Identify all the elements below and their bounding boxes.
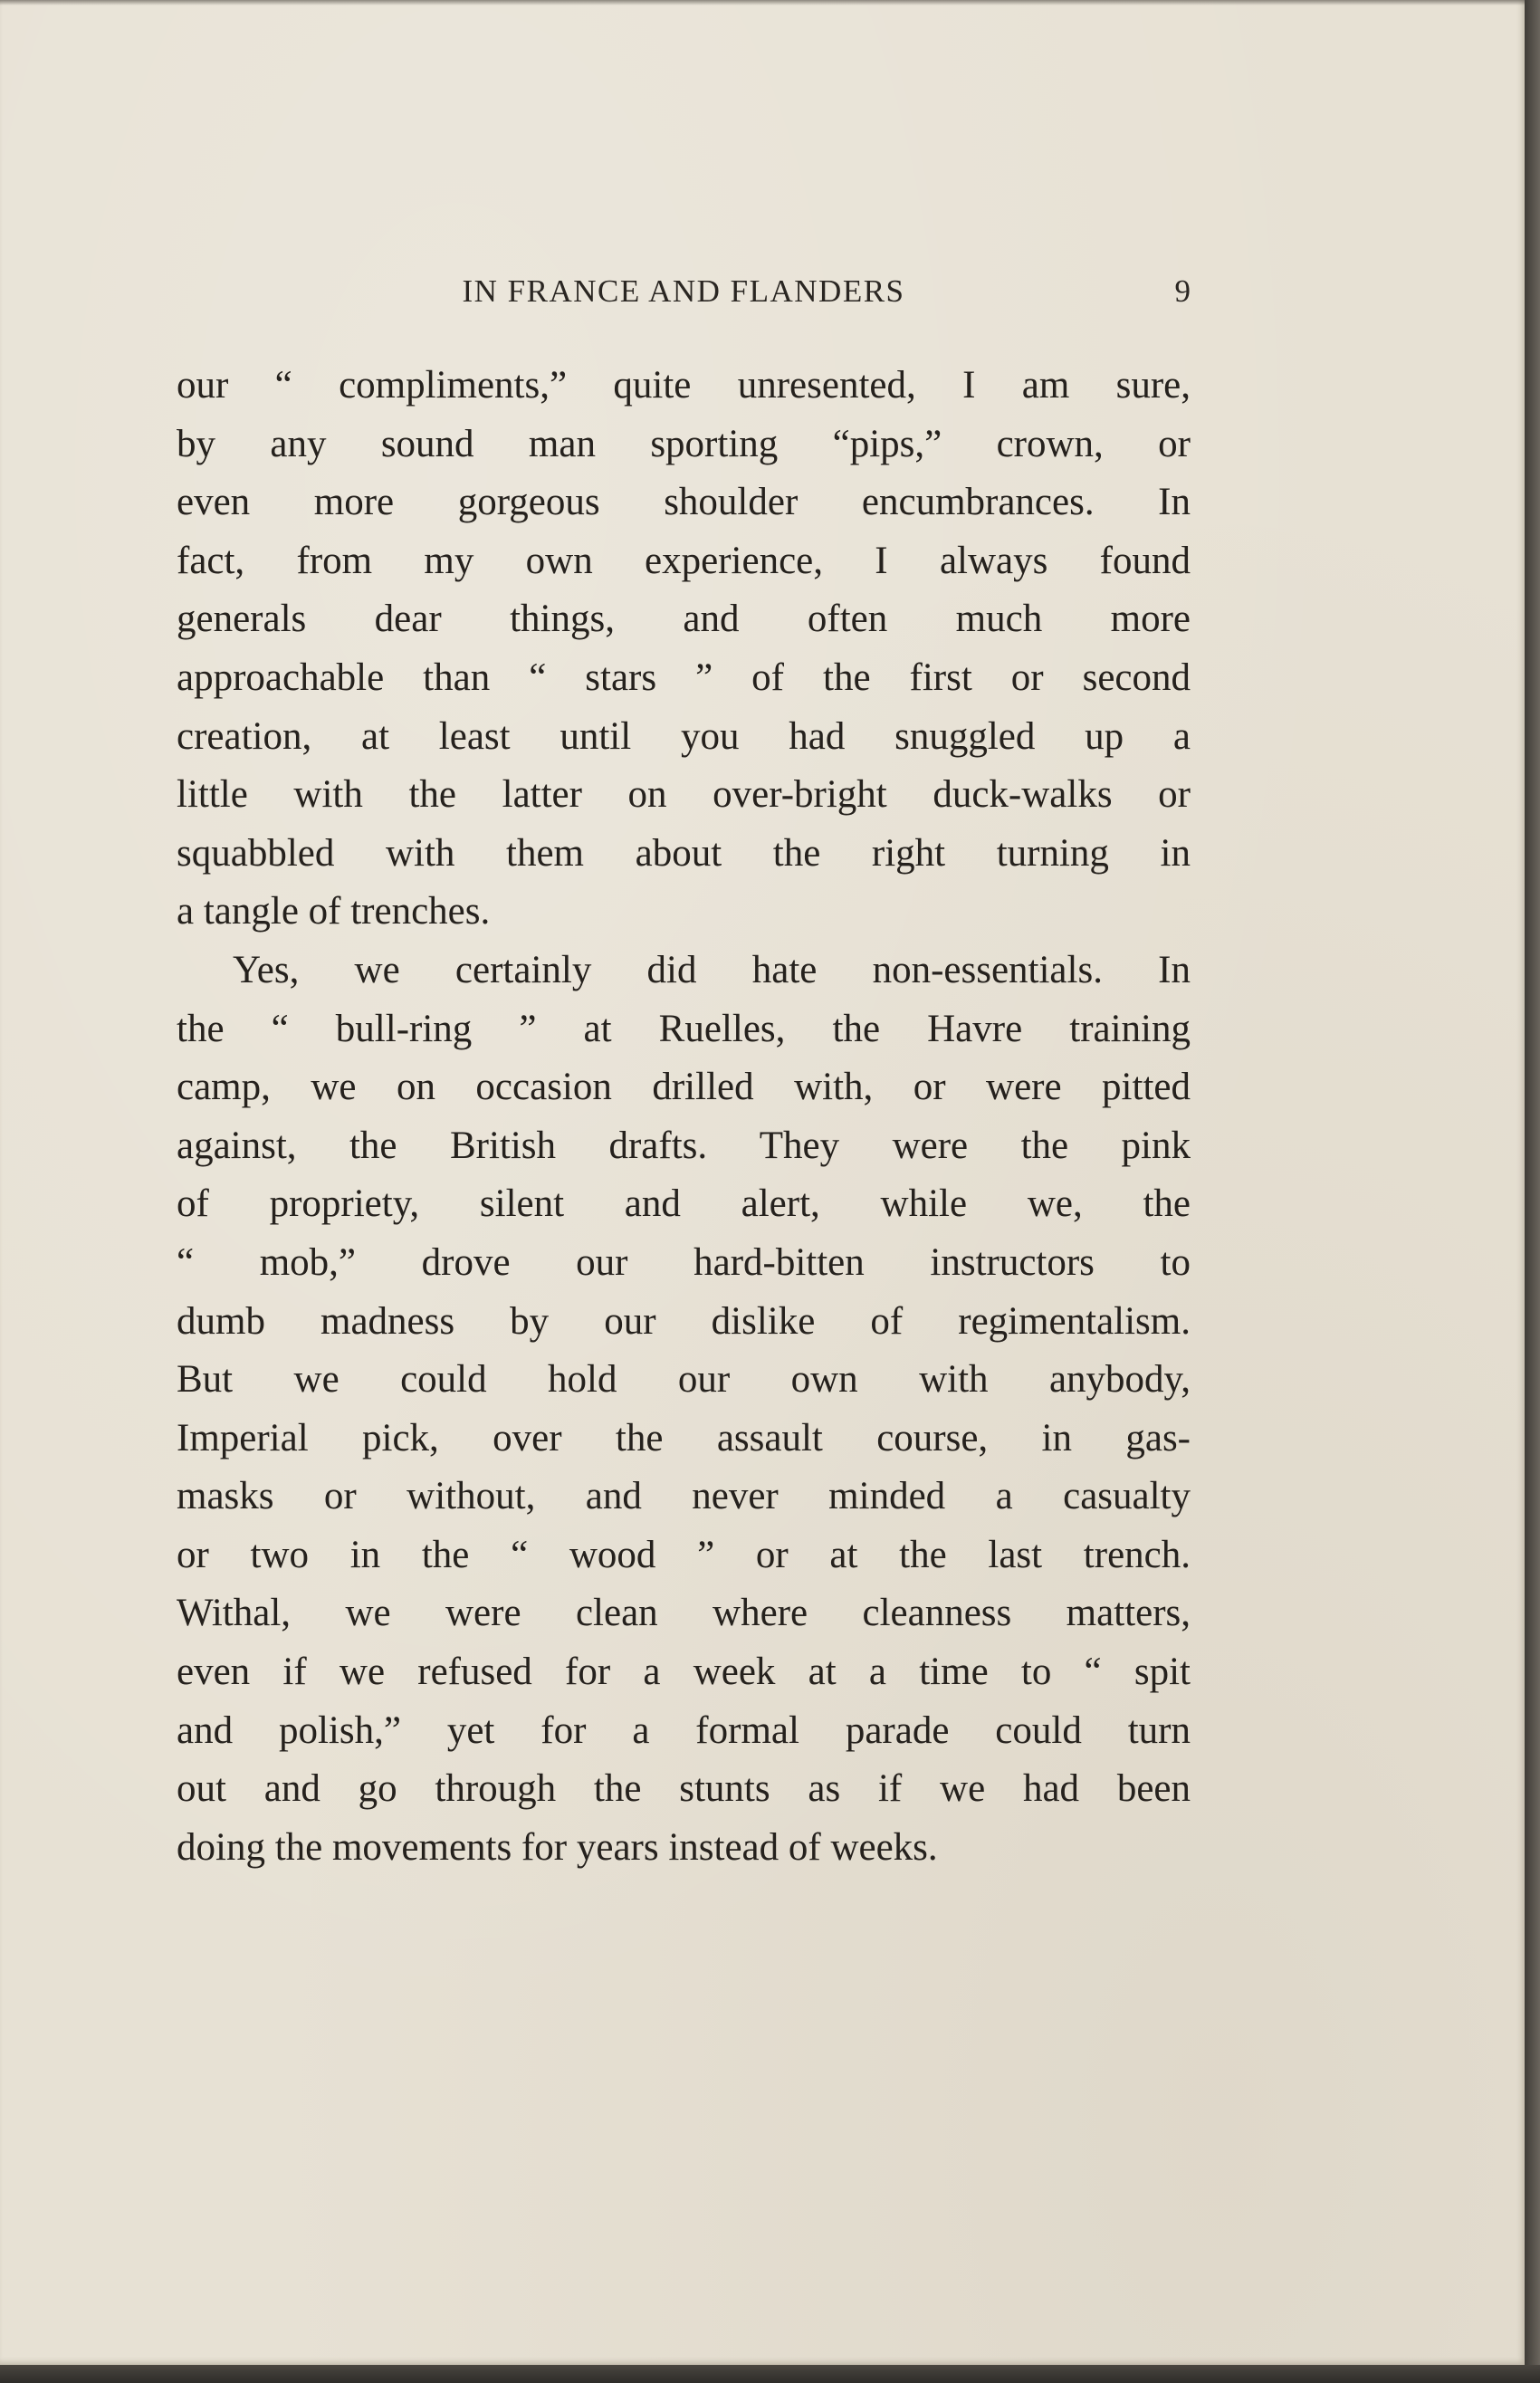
text-line: generals dear things, and often much more	[177, 598, 1191, 641]
text-line: by any sound man sporting “pips,” crown, or	[177, 422, 1191, 465]
page-top-shadow	[0, 0, 1540, 5]
text-line: creation, at least until you had snuggled up a	[177, 714, 1191, 758]
text-line: Imperial pick, over the assault course, in gas-	[177, 1416, 1191, 1459]
page-bottom-edge	[0, 2365, 1540, 2383]
text-line: little with the latter on over-bright duck-walks or	[177, 773, 1191, 817]
text-line: even more gorgeous shoulder encumbrances. In	[177, 481, 1191, 524]
text-line: masks or without, and never minded a casualty	[177, 1475, 1191, 1518]
text-line: dumb madness by our dislike of regimentalism.	[177, 1299, 1191, 1343]
text-line: Yes, we certainly did hate non-essentials. In	[233, 948, 1191, 991]
text-line: “ mob,” drove our hard-bitten instructors to	[177, 1240, 1191, 1284]
text-line: a tangle of trenches.	[177, 890, 491, 933]
text-line: But we could hold our own with anybody,	[177, 1358, 1191, 1402]
running-head-title: IN FRANCE AND FLANDERS	[462, 273, 905, 309]
text-line: our “ compliments,” quite unresented, I am sure,	[177, 364, 1191, 407]
page-number: 9	[1174, 273, 1191, 309]
text-line: the “ bull-ring ” at Ruelles, the Havre training	[177, 1007, 1191, 1050]
body-text	[177, 357, 1191, 1877]
text-line: even if we refused for a week at a time to “ spit	[177, 1651, 1191, 1694]
text-line: of propriety, silent and alert, while we, the	[177, 1182, 1191, 1226]
text-line: out and go through the stunts as if we had been	[177, 1767, 1191, 1811]
page-right-edge	[1525, 0, 1540, 2383]
text-line: fact, from my own experience, I always found	[177, 539, 1191, 582]
running-head	[177, 273, 1191, 319]
text-line: or two in the “ wood ” or at the last trench.	[177, 1533, 1191, 1576]
paragraph-1	[177, 357, 1191, 942]
text-line: squabbled with them about the right turning in	[177, 831, 1191, 875]
text-line: camp, we on occasion drilled with, or were pitted	[177, 1066, 1191, 1109]
text-line: approachable than “ stars ” of the first or second	[177, 656, 1191, 699]
text-line: against, the British drafts. They were the pink	[177, 1124, 1191, 1167]
text-line: and polish,” yet for a formal parade could turn	[177, 1708, 1191, 1752]
text-line: doing the movements for years instead of weeks.	[177, 1825, 938, 1869]
paragraph-2	[177, 942, 1191, 1878]
text-line: Withal, we were clean where cleanness matters,	[177, 1592, 1191, 1635]
